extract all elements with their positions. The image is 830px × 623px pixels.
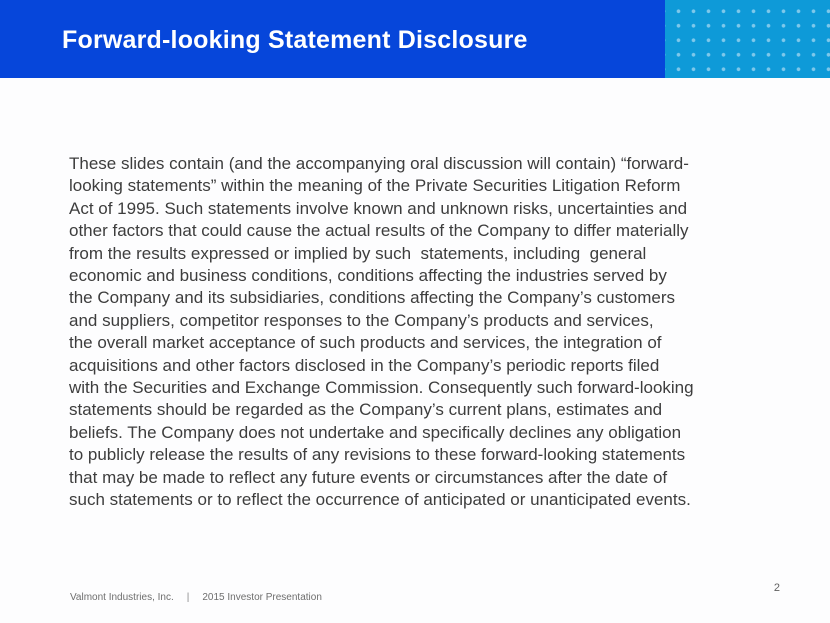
body-line: Act of 1995. Such statements involve known and unknown risks, uncertainties and [69,198,688,218]
body-line: the Company and its subsidiaries, conditions affecting the Company’s customers [69,288,676,308]
footer-separator: | [186,592,190,603]
body-line: and suppliers, competitor responses to the Company’s products and services, [69,310,654,330]
body-line: economic and business conditions, conditions affecting the industries served by [69,266,667,286]
slide-title: Forward-looking Statement Disclosure [62,26,528,54]
dot-pattern-accent [665,0,830,78]
footer-company: Valmont Industries, Inc. [70,592,174,603]
body-line: beliefs. The Company does not undertake and specifically declines any obligation [69,422,682,442]
body-line: that may be made to reflect any future events or circumstances after the date of [69,467,668,487]
body-line: acquisitions and other factors disclosed in the Company’s periodic reports filed [69,355,660,375]
page-number: 2 [773,582,780,594]
body-line: such statements or to reflect the occurrence of anticipated or unanticipated events. [69,490,691,510]
footer-presentation-title: 2015 Investor Presentation [202,592,322,603]
body-line: the overall market acceptance of such products and services, the integration of [69,333,662,353]
disclosure-paragraph [69,153,789,512]
body-line: other factors that could cause the actual results of the Company to differ materially [69,221,689,241]
footer [70,592,322,604]
body-line: from the results expressed or implied by such statements, including general [69,243,647,263]
body-line: looking statements” within the meaning of the Private Securities Litigation Reform [69,176,681,196]
body-line: statements should be regarded as the Company’s current plans, estimates and [69,400,663,420]
body-line: to publicly release the results of any revisions to these forward-looking statements [69,445,686,465]
body-line: with the Securities and Exchange Commission. Consequently such forward-looking [69,378,694,398]
body-line: These slides contain (and the accompanying oral discussion will contain) “forward- [69,154,689,173]
